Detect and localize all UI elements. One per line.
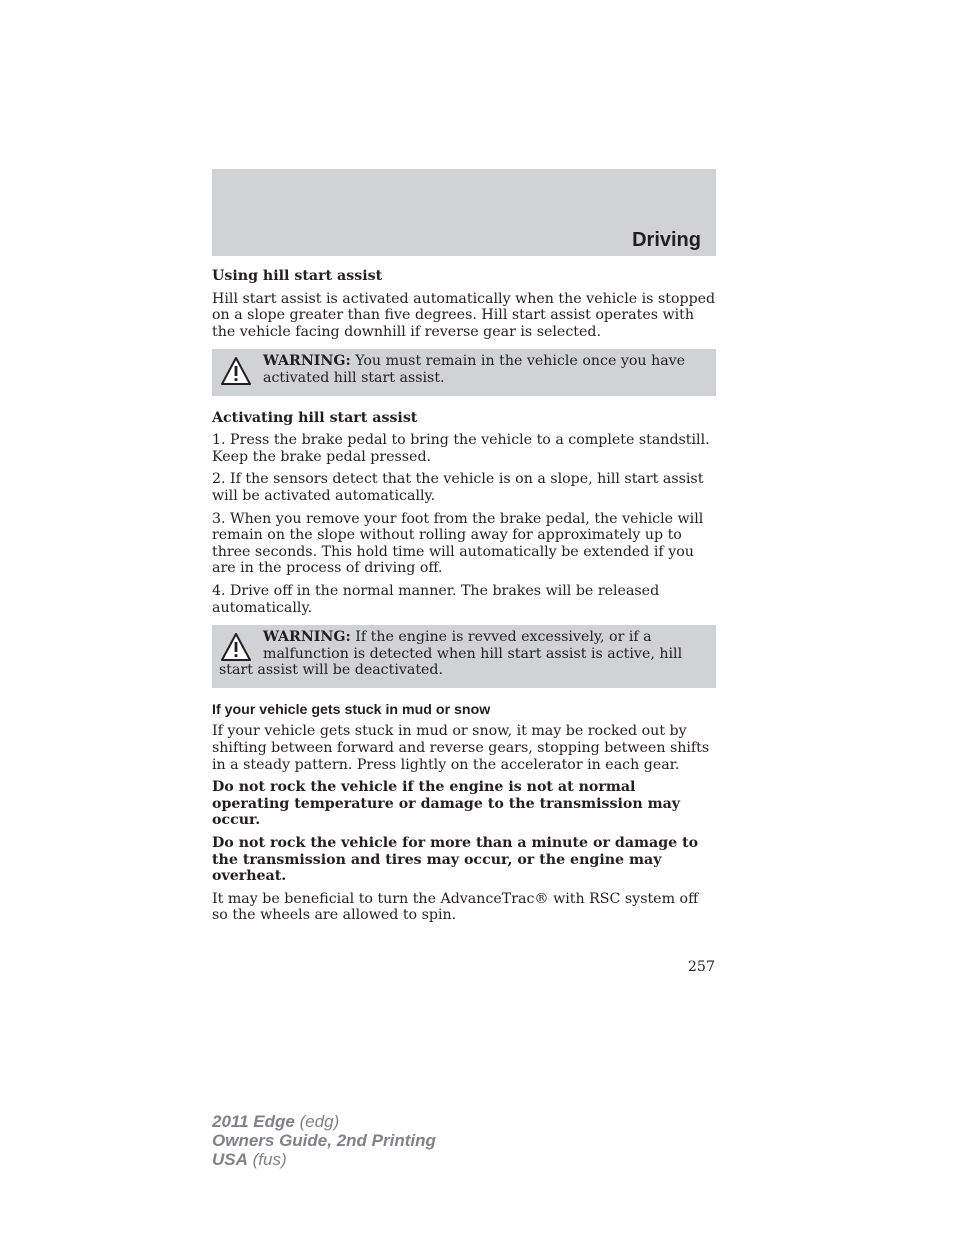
step-1: 1. Press the brake pedal to bring the vehicle to a complete standstill. Keep the brake pedal pressed. [212, 432, 710, 465]
warning-label: WARNING: [263, 353, 351, 370]
warning-triangle-icon [221, 632, 251, 662]
footer-line-2: Owners Guide, 2nd Printing [212, 1131, 436, 1150]
warning-box-1 [212, 349, 716, 395]
advancetrac-note: It may be beneficial to turn the AdvanceTrac® with RSC system off so the wheels are allowed to spin. [212, 890, 699, 924]
footer-model-code: (edg) [294, 1112, 340, 1131]
warning-box-2 [212, 625, 716, 688]
step-2: 2. If the sensors detect that the vehicle is on a slope, hill start assist will be activated automatically. [212, 471, 704, 504]
stuck-caution-1: Do not rock the vehicle if the engine is not at normal operating temperature or damage to the transmission may occur. [212, 779, 681, 829]
footer-line-1 [212, 1112, 436, 1131]
footer-market-code: (fus) [247, 1150, 287, 1169]
step-3: 3. When you remove your foot from the brake pedal, the vehicle will remain on the slope without rolling away for approximately up to three seconds. This hold time will automatically be extended if you are in the process of driving off. [212, 510, 704, 577]
footer-line-3 [212, 1150, 436, 1169]
footer [212, 1112, 436, 1169]
warning-label: WARNING: [263, 629, 351, 646]
using-hill-start-text: Hill start assist is activated automatically when the vehicle is stopped on a slope greater than five degrees. Hill start assist operates with the vehicle facing downhill if reverse gear is selected. [212, 290, 716, 340]
warning-triangle-icon [221, 356, 251, 386]
stuck-text: If your vehicle gets stuck in mud or snow, it may be rocked out by shifting between forward and reverse gears, stopping between shifts in a steady pattern. Press lightly on the accelerator in each gear. [212, 723, 710, 773]
footer-market: USA [212, 1150, 248, 1169]
using-hill-start-heading: Using hill start assist [212, 268, 383, 284]
step-4: 4. Drive off in the normal manner. The brakes will be released automatically. [212, 582, 660, 616]
page-number: 257 [687, 959, 715, 975]
footer-model: 2011 Edge [212, 1112, 295, 1131]
page-content [212, 268, 716, 930]
section-header-band [212, 169, 716, 256]
activating-heading: Activating hill start assist [212, 409, 418, 426]
stuck-caution-2: Do not rock the vehicle for more than a minute or damage to the transmission and tires may occur, or the engine may overheat. [212, 835, 699, 885]
warning-text: You must remain in the vehicle once you have activated hill start assist. [263, 353, 686, 386]
warning-text: If the engine is revved excessively, or if a malfunction is detected when hill start assist is active, hill start assist will be deactivated. [219, 629, 683, 679]
stuck-heading: If your vehicle gets stuck in mud or snow [212, 701, 491, 718]
section-title: Driving [632, 229, 701, 251]
